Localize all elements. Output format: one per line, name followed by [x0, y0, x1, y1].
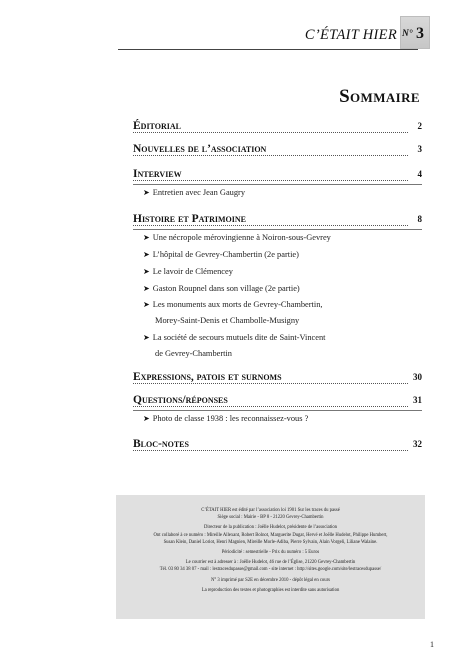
colophon-box [116, 495, 425, 619]
toc-entry-page: 2 [417, 121, 422, 131]
colophon-publisher: C’ÉTAIT HIER est édité par l’association loi 1901 Sur les traces du passé [201, 508, 340, 513]
toc-subentry[interactable] [143, 267, 423, 276]
colophon-copyright: La reproduction des textes et photographies est interdite sans autorisation [201, 587, 340, 593]
header-rule [118, 49, 418, 50]
arrow-icon: ➤ [143, 250, 150, 259]
toc-subentry[interactable] [143, 414, 423, 423]
toc-entry-title: Interview [133, 168, 185, 180]
arrow-icon: ➤ [143, 233, 150, 242]
arrow-icon: ➤ [143, 300, 150, 309]
toc-subentry-continuation: de Gevrey-Chambertin [155, 349, 232, 358]
arrow-icon: ➤ [143, 267, 150, 276]
toc-entry-title: Questions/réponses [133, 394, 231, 406]
colophon-mail-address: Le courrier est à adresser à : Joëlle Hudelot, 46 rue de l’Église, 21220 Gevrey-Chambertin [185, 560, 356, 566]
toc-entry-title: Éditorial [133, 120, 184, 132]
toc-subentry[interactable] [143, 233, 423, 242]
issue-number-prefix: N° [402, 29, 413, 39]
issue-number: 3 [416, 25, 424, 42]
arrow-icon: ➤ [143, 284, 150, 293]
toc-entry[interactable] [133, 120, 422, 138]
toc-entry-title: Expressions, patois et surnoms [133, 371, 285, 383]
page-header [0, 0, 467, 50]
toc-subentry-text: La société de secours mutuels dite de Saint-Vincent [152, 333, 326, 342]
toc-subentry[interactable] [143, 300, 423, 309]
toc-subentry[interactable] [143, 188, 423, 197]
toc-entry[interactable] [133, 168, 422, 186]
toc-subentry-text: Le lavoir de Clémencey [152, 267, 233, 276]
dot-leader [133, 383, 408, 384]
dot-leader [133, 450, 408, 451]
toc-entry-page: 8 [417, 214, 422, 224]
toc-subentry[interactable] [143, 284, 423, 293]
toc-subentry-text: Gaston Roupnel dans son village (2e partie) [152, 284, 300, 293]
toc-entry-title: Nouvelles de l’association [133, 143, 269, 155]
colophon-contributors-cont: Susan Klein, Daniel Loriot, Henri Magnien, Mireille Morle-Adiba, Pierre Sylvain, Alain Vorgeli, Liliane Walaine. [163, 539, 378, 545]
colophon-periodicity: Périodicité : semestrielle - Prix du numéro : 5 Euros [221, 550, 320, 556]
toc-entry-page: 31 [413, 395, 422, 405]
toc-entry-page: 3 [417, 144, 422, 154]
colophon-contact: Tél. 03 80 34 38 07 - mail : lestracesdupasse@gmail.com - site internet : http://sites.google.com/site/lestracesdupasse/ [159, 567, 382, 573]
toc-subentry-continuation: Morey-Saint-Denis et Chambolle-Musigny [155, 316, 300, 325]
dot-leader [133, 225, 408, 226]
dot-leader [133, 155, 408, 156]
publication-title: C’ÉTAIT HIER [304, 27, 397, 43]
toc-entry-page: 4 [417, 169, 422, 179]
dot-leader [133, 180, 408, 181]
toc-entry[interactable] [133, 143, 422, 161]
toc-entry[interactable] [133, 371, 422, 389]
toc-subentry[interactable] [143, 333, 423, 342]
table-of-contents-heading: Sommaire [339, 86, 420, 107]
toc-subentry[interactable] [143, 250, 423, 259]
page-number: 1 [430, 640, 434, 649]
toc-entry-title: Bloc-notes [133, 438, 192, 450]
toc-subentry-text: Une nécropole mérovingienne à Noiron-sous-Gevrey [152, 233, 331, 242]
toc-entry-page: 32 [413, 439, 422, 449]
arrow-icon: ➤ [143, 414, 150, 423]
colophon-address: Siège social : Mairie - BP 8 - 21220 Gevrey-Chambertin [217, 515, 324, 521]
dot-leader [133, 406, 408, 407]
arrow-icon: ➤ [143, 188, 150, 197]
toc-subentry-text: Les monuments aux morts de Gevrey-Chambertin, [152, 300, 323, 309]
toc-subentry-text: L’hôpital de Gevrey-Chambertin (2e partie) [152, 250, 299, 259]
toc-entry[interactable] [133, 213, 422, 231]
toc-entry-page: 30 [413, 372, 422, 382]
toc-entry[interactable] [133, 394, 422, 412]
colophon-director: Directeur de la publication : Joëlle Hudelot, présidente de l’association [203, 525, 338, 531]
toc-subentry-text: Entretien avec Jean Gaugry [152, 188, 246, 197]
colophon-contributors: Ont collaboré à ce numéro : Mireille Allexant, Robert Bolnot, Marguerite Dugat, Hervé et Joëlle Hudelot, Philippe Humbert, [153, 532, 388, 538]
toc-entry[interactable] [133, 438, 422, 456]
colophon-printing: N° 3 imprimé par S2E en décembre 2010 - dépôt légal en cours [210, 577, 331, 583]
toc-entry-title: Histoire et Patrimoine [133, 213, 249, 225]
dot-leader [133, 132, 408, 133]
arrow-icon: ➤ [143, 333, 150, 342]
toc-subentry-text: Photo de classe 1938 : les reconnaissez-vous ? [152, 414, 309, 423]
